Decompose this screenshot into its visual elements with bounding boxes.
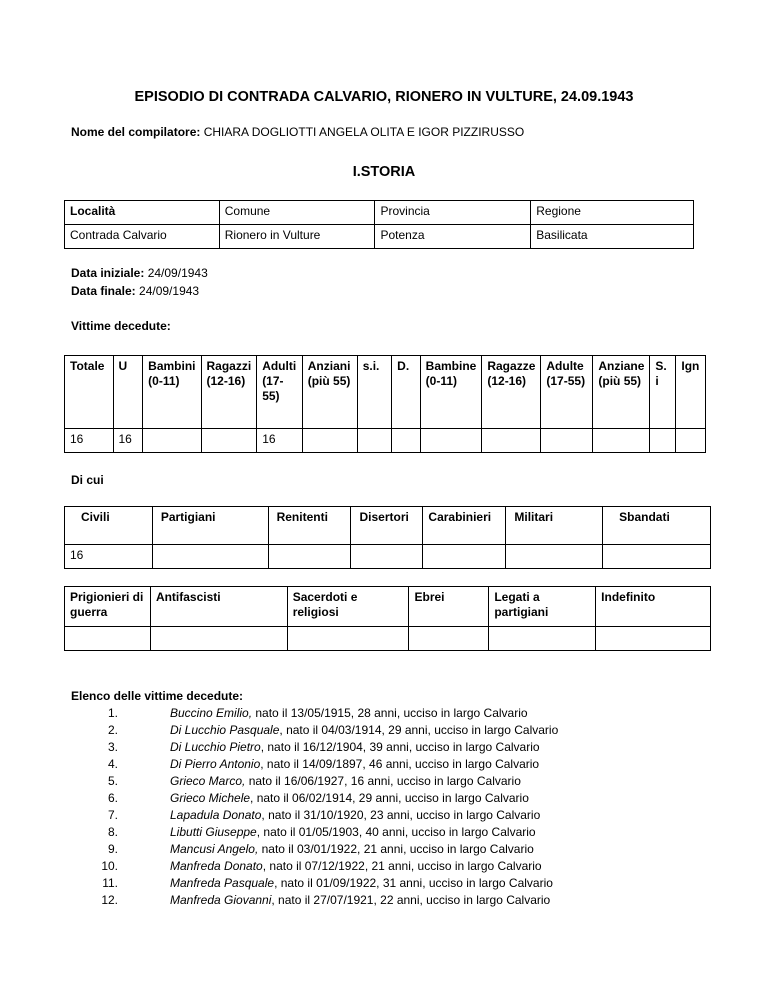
category1-value-cell: [603, 545, 711, 569]
victims-value-cell: [650, 429, 676, 453]
header-regione: Regione: [531, 201, 694, 225]
victims-header-cell: Adulti (17-55): [257, 356, 303, 429]
compiler-line: [71, 124, 524, 140]
category2-header-cell: Legati a partigiani: [489, 587, 596, 627]
category1-header-cell: Sbandati: [603, 507, 711, 545]
category2-value-cell: [150, 627, 287, 651]
category1-value-cell: [506, 545, 603, 569]
category1-value-cell: 16: [65, 545, 153, 569]
category2-value-cell: [489, 627, 596, 651]
list-item-details: , nato il 31/10/1920, 23 anni, ucciso in largo Calvario: [261, 808, 541, 822]
list-item: [71, 739, 540, 756]
value-regione: Basilicata: [531, 225, 694, 249]
victims-value-cell: [541, 429, 593, 453]
victims-value-cell: [201, 429, 257, 453]
victims-value-row: [65, 429, 706, 453]
list-item-details: , nato il 14/09/1897, 46 anni, ucciso in largo Calvario: [260, 757, 540, 771]
victims-value-cell: [302, 429, 357, 453]
victims-value-cell: [676, 429, 706, 453]
category-table-2: [64, 586, 711, 651]
victims-label: Vittime decedute:: [71, 319, 171, 333]
date-end-value: 24/09/1943: [139, 284, 200, 298]
victims-value-cell: [593, 429, 650, 453]
location-table: [64, 200, 694, 249]
victims-value-cell: 16: [65, 429, 114, 453]
list-item-name: Buccino Emilio,: [170, 706, 253, 720]
list-item-number: 9.: [107, 842, 118, 856]
list-item: [71, 875, 553, 892]
date-start-value: 24/09/1943: [147, 266, 208, 280]
date-start-line: [71, 265, 208, 281]
list-item-details: nato il 16/06/1927, 16 anni, ucciso in largo Calvario: [245, 774, 521, 788]
list-item-name: Di Lucchio Pasquale: [170, 723, 280, 737]
value-comune: Rionero in Vulture: [219, 225, 375, 249]
category2-header-cell: Prigionieri di guerra: [65, 587, 151, 627]
category1-header-cell: Civili: [65, 507, 153, 545]
category2-header-cell: Ebrei: [409, 587, 489, 627]
compiler-label: Nome del compilatore:: [71, 125, 201, 139]
victims-header-cell: Bambini (0-11): [143, 356, 201, 429]
victims-header-cell: Anziane (più 55): [593, 356, 650, 429]
date-end-label: Data finale:: [71, 284, 136, 298]
category1-value-cell: [351, 545, 423, 569]
list-item-name: Manfreda Pasquale: [170, 876, 275, 890]
category2-value-row: [65, 627, 711, 651]
victims-header-cell: Anziani (più 55): [302, 356, 357, 429]
list-item-number: 11.: [102, 876, 118, 890]
list-item: [71, 824, 536, 841]
list-item-number: 2.: [107, 723, 118, 737]
category1-header-cell: Militari: [506, 507, 603, 545]
list-item-number: 12.: [101, 893, 118, 907]
category-table-1: [64, 506, 711, 569]
list-item-details: nato il 03/01/1922, 21 anni, ucciso in largo Calvario: [258, 842, 534, 856]
di-cui-label: Di cui: [71, 473, 104, 487]
section-heading: I.STORIA: [352, 164, 416, 180]
category2-header-row: [65, 587, 711, 627]
victims-header-cell: s.i.: [357, 356, 391, 429]
list-item: [71, 705, 528, 722]
list-item-details: , nato il 27/07/1921, 22 anni, ucciso in largo Calvario: [271, 893, 551, 907]
list-item: [71, 790, 529, 807]
list-item-name: Di Pierro Antonio: [170, 757, 261, 771]
category1-header-row: [65, 507, 711, 545]
victims-table: [64, 355, 706, 453]
list-item: [71, 858, 542, 875]
victims-header-cell: Totale: [65, 356, 114, 429]
date-end-line: [71, 283, 199, 299]
header-comune: Comune: [219, 201, 375, 225]
list-item-number: 8.: [107, 825, 118, 839]
list-item-details: , nato il 07/12/1922, 21 anni, ucciso in largo Calvario: [262, 859, 542, 873]
compiler-value: CHIARA DOGLIOTTI ANGELA OLITA E IGOR PIZZIRUSSO: [203, 125, 525, 139]
list-item-details: , nato il 01/09/1922, 31 anni, ucciso in largo Calvario: [274, 876, 553, 890]
category1-value-row: [65, 545, 711, 569]
victims-value-cell: [143, 429, 201, 453]
category2-value-cell: [287, 627, 409, 651]
category1-header-cell: Carabinieri: [423, 507, 506, 545]
category1-value-cell: [423, 545, 506, 569]
list-item-name: Di Lucchio Pietro: [170, 740, 261, 754]
victims-header-row: [65, 356, 706, 429]
list-item-name: Mancusi Angelo,: [170, 842, 259, 856]
value-provincia: Potenza: [375, 225, 531, 249]
location-value-row: [65, 225, 694, 249]
category1-value-cell: [268, 545, 351, 569]
location-header-row: [65, 201, 694, 225]
list-item: [71, 807, 541, 824]
list-item-details: nato il 13/05/1915, 28 anni, ucciso in largo Calvario: [252, 706, 528, 720]
victims-list-label: Elenco delle vittime decedute:: [71, 689, 244, 703]
header-provincia: Provincia: [375, 201, 531, 225]
category2-header-cell: Indefinito: [596, 587, 711, 627]
list-item-name: Grieco Michele: [170, 791, 251, 805]
list-item-name: Libutti Giuseppe: [170, 825, 257, 839]
victims-value-cell: 16: [257, 429, 303, 453]
list-item-name: Manfreda Donato: [170, 859, 263, 873]
victims-value-cell: [357, 429, 391, 453]
victims-header-cell: Ragazze (12-16): [482, 356, 541, 429]
category2-value-cell: [65, 627, 151, 651]
list-item-number: 1.: [107, 706, 118, 720]
category2-value-cell: [409, 627, 489, 651]
page-title: EPISODIO DI CONTRADA CALVARIO, RIONERO IN VULTURE, 24.09.1943: [134, 89, 634, 105]
victims-value-cell: [420, 429, 482, 453]
list-item: [71, 892, 551, 909]
victims-header-cell: Bambine (0-11): [420, 356, 482, 429]
list-item-name: Grieco Marco,: [170, 774, 246, 788]
victims-header-cell: S. i: [650, 356, 676, 429]
list-item-details: , nato il 16/12/1904, 39 anni, ucciso in largo Calvario: [260, 740, 540, 754]
list-item: [71, 841, 534, 858]
victims-header-cell: Adulte (17-55): [541, 356, 593, 429]
date-start-label: Data iniziale:: [71, 266, 145, 280]
list-item-number: 4.: [107, 757, 118, 771]
list-item: [71, 773, 521, 790]
list-item-details: , nato il 04/03/1914, 29 anni, ucciso in largo Calvario: [279, 723, 559, 737]
list-item-name: Manfreda Giovanni: [170, 893, 272, 907]
victims-header-cell: U: [113, 356, 143, 429]
category2-header-cell: Antifascisti: [150, 587, 287, 627]
category2-value-cell: [596, 627, 711, 651]
list-item: [71, 756, 540, 773]
victims-value-cell: 16: [113, 429, 143, 453]
category2-header-cell: Sacerdoti e religiosi: [287, 587, 409, 627]
victims-value-cell: [392, 429, 421, 453]
list-item-number: 5.: [107, 774, 118, 788]
value-localita: Contrada Calvario: [65, 225, 220, 249]
list-item-details: , nato il 06/02/1914, 29 anni, ucciso in largo Calvario: [250, 791, 529, 805]
category1-header-cell: Disertori: [351, 507, 423, 545]
list-item-details: , nato il 01/05/1903, 40 anni, ucciso in largo Calvario: [256, 825, 536, 839]
victims-header-cell: D.: [392, 356, 421, 429]
list-item: [71, 722, 559, 739]
category1-header-cell: Renitenti: [268, 507, 351, 545]
list-item-number: 10.: [101, 859, 118, 873]
victims-value-cell: [482, 429, 541, 453]
category1-value-cell: [152, 545, 268, 569]
list-item-number: 7.: [107, 808, 118, 822]
category1-header-cell: Partigiani: [152, 507, 268, 545]
list-item-number: 3.: [107, 740, 118, 754]
victims-header-cell: Ragazzi (12-16): [201, 356, 257, 429]
victims-header-cell: Ign: [676, 356, 706, 429]
victims-list: [71, 688, 559, 909]
list-item-name: Lapadula Donato: [170, 808, 262, 822]
header-localita: Località: [65, 201, 220, 225]
list-item-number: 6.: [107, 791, 118, 805]
